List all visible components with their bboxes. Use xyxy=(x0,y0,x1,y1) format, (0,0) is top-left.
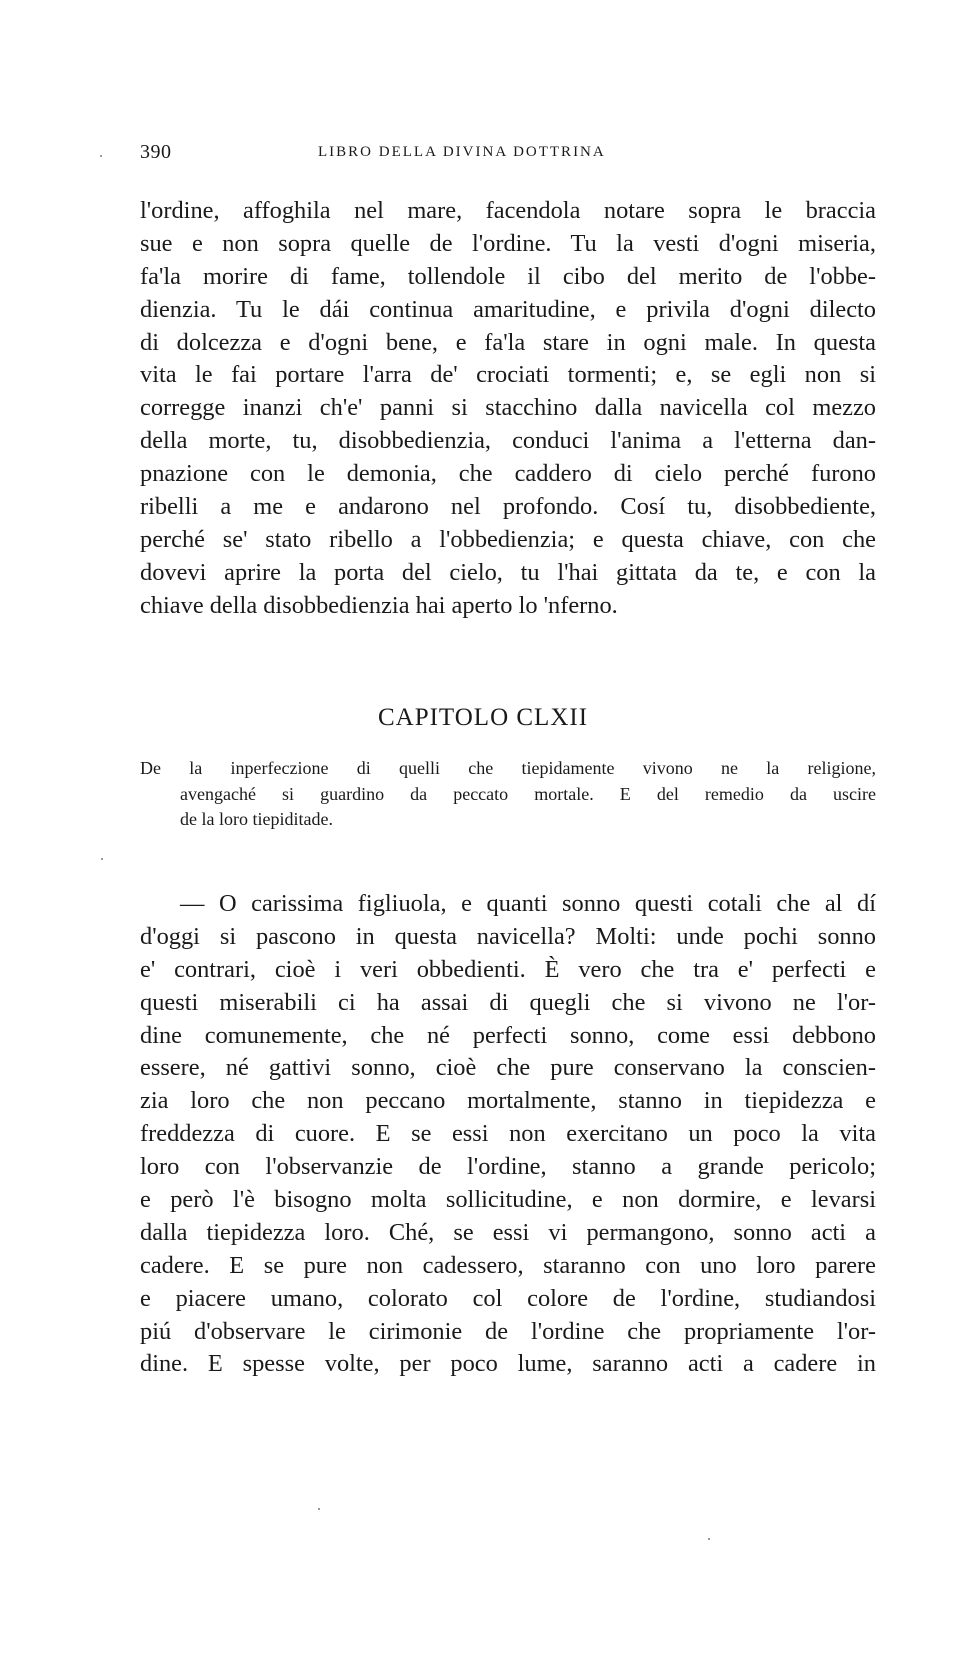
text-line: corregge inanzi ch'e' panni si stacchino dalla navicella col mezzo xyxy=(140,394,876,422)
running-head xyxy=(140,141,840,167)
text-line: dovevi aprire la porta del cielo, tu l'hai gittata da te, e con la xyxy=(140,558,876,586)
summary-line: de la loro tiepiditade. xyxy=(180,809,333,829)
text-line: ribelli a me e andarono nel profondo. Cosí tu, disobbediente, xyxy=(140,493,876,521)
page-number: 390 xyxy=(140,141,172,163)
chapter-body xyxy=(140,888,876,1381)
running-title: LIBRO DELLA DIVINA DOTTRINA xyxy=(318,144,606,160)
text-line: dine comunemente, che né perfecti sonno, come essi debbono xyxy=(140,1021,876,1049)
text-line: vita le fai portare l'arra de' crociati tormenti; e, se egli non si xyxy=(140,361,876,389)
text-line: zia loro che non peccano mortalmente, stanno in tiepidezza e xyxy=(140,1087,876,1115)
text-line: dalla tiepidezza loro. Ché, se essi vi permangono, sonno acti a xyxy=(140,1218,876,1246)
chapter-summary xyxy=(140,756,876,833)
text-line: pnazione con le demonia, che caddero di cielo perché furono xyxy=(140,460,876,488)
text-line: questi miserabili ci ha assai di quegli che si vivono ne l'or- xyxy=(140,988,876,1016)
text-line: e piacere umano, colorato col colore de l'ordine, studiandosi xyxy=(140,1284,876,1312)
scan-speck xyxy=(101,858,103,860)
text-line: freddezza di cuore. E se essi non exercitano un poco la vita xyxy=(140,1120,876,1148)
text-line: chiave della disobbedienzia hai aperto lo 'nferno. xyxy=(140,591,618,619)
scan-speck xyxy=(708,1538,710,1540)
text-line: d'oggi si pascono in questa navicella? Molti: unde pochi sonno xyxy=(140,922,876,950)
text-line: della morte, tu, disobbedienzia, conduci l'anima a l'etterna dan- xyxy=(140,427,876,455)
text-line: l'ordine, affoghila nel mare, facendola notare sopra le braccia xyxy=(140,197,876,224)
scan-speck xyxy=(318,1508,320,1510)
text-line: fa'la morire di fame, tollendole il cibo del merito de l'obbe- xyxy=(140,262,876,290)
continued-paragraph xyxy=(140,195,876,623)
text-line: loro con l'observanzie de l'ordine, stanno a grande pericolo; xyxy=(140,1153,876,1181)
text-line: sue e non sopra quelle de l'ordine. Tu la vesti d'ogni miseria, xyxy=(140,229,876,257)
scan-speck xyxy=(100,155,102,157)
text-line: dienzia. Tu le dái continua amaritudine, e privila d'ogni dilecto xyxy=(140,295,876,323)
chapter-title: CAPITOLO CLXII xyxy=(377,704,589,731)
text-line: piú d'observare le cirimonie de l'ordine che propriamente l'or- xyxy=(140,1317,876,1345)
text-line: cadere. E se pure non cadessero, staranno con uno loro parere xyxy=(140,1251,876,1279)
text-line: perché se' stato ribello a l'obbedienzia; e questa chiave, con che xyxy=(140,525,876,553)
summary-line: avengaché si guardino da peccato mortale. E del remedio da uscire xyxy=(180,783,876,804)
text-line: e però l'è bisogno molta sollicitudine, e non dormire, e levarsi xyxy=(140,1186,876,1214)
text-line: — O carissima figliuola, e quanti sonno questi cotali che al dí xyxy=(180,890,876,917)
text-line: dine. E spesse volte, per poco lume, saranno acti a cadere in xyxy=(140,1350,876,1378)
summary-line: De la inperfeczione di quelli che tiepidamente vivono ne la religione, xyxy=(140,758,876,778)
text-line: e' contrari, cioè i veri obbedienti. È vero che tra e' perfecti e xyxy=(140,955,876,983)
text-line: di dolcezza e d'ogni bene, e fa'la stare in ogni male. In questa xyxy=(140,328,876,356)
text-line: essere, né gattivi sonno, cioè che pure conservano la conscien- xyxy=(140,1054,876,1082)
